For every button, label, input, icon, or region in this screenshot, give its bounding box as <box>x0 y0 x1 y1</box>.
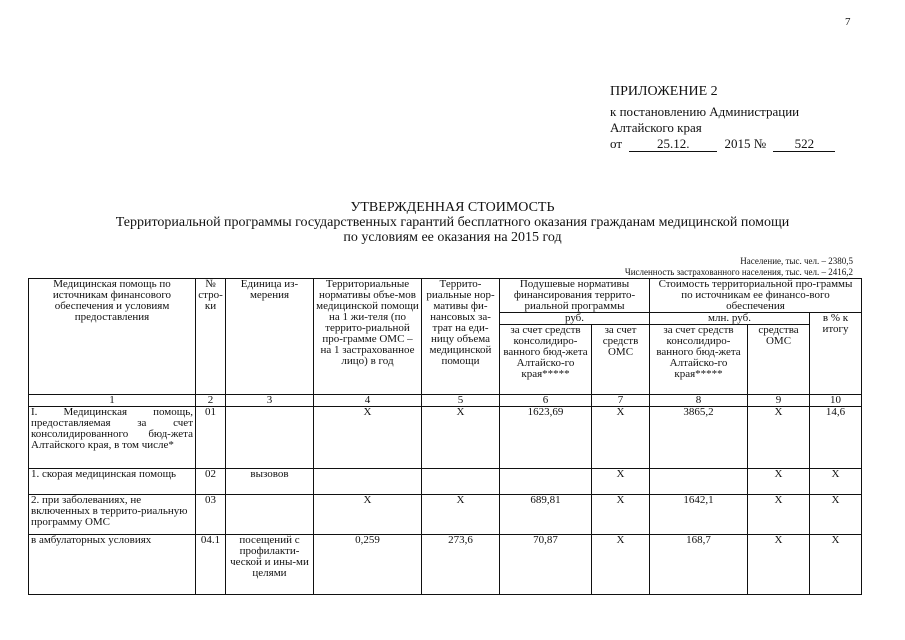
row-per-capita-oms: Х <box>592 495 650 535</box>
row-cost-oms: Х <box>748 535 810 595</box>
row-number: 01 <box>196 407 226 469</box>
header-mln-rub: млн. руб. <box>650 313 810 325</box>
row-volume-norm: Х <box>314 407 422 469</box>
row-unit: посещений с профилакти-ческой и ины-ми целями <box>226 535 314 595</box>
year-text: 2015 № <box>724 136 767 151</box>
page-bottom-cutoff <box>0 606 905 640</box>
row-unit <box>226 407 314 469</box>
row-per-capita-oms: Х <box>592 407 650 469</box>
appendix-line-1: к постановлению Администрации <box>610 104 800 119</box>
appendix-title: ПРИЛОЖЕНИЕ 2 <box>610 84 718 99</box>
header-row-number: № стро-ки <box>196 279 226 395</box>
row-unit <box>226 495 314 535</box>
row-percent: Х <box>810 469 862 495</box>
table-row <box>29 495 862 535</box>
header-per-capita: Подушевые нормативы финансирования террито-риальной программы <box>500 279 650 313</box>
row-number: 02 <box>196 469 226 495</box>
row-cost-budget: 1642,1 <box>650 495 748 535</box>
row-volume-norm <box>314 469 422 495</box>
row-cost-norm <box>422 469 500 495</box>
row-name: I. Медицинская помощь, предоставляемая за счет консолидированного бюд-жета Алтайского края, в том числе* <box>29 407 196 469</box>
header-regional-budget-rub: за счет средств консолидиро-ванного бюд-жета Алтайско-го края***** <box>500 325 592 395</box>
cost-table <box>28 278 862 595</box>
row-cost-budget <box>650 469 748 495</box>
insured-note: Численность застрахованного населения, тыс. чел. – 2416,2 <box>624 267 853 277</box>
header-cost-norms: Террито-риальные нор-мативы фи-нансовых за-трат на еди-ницу объема медицинской помощи <box>422 279 500 395</box>
column-number: 1 <box>29 395 196 407</box>
row-percent: 14,6 <box>810 407 862 469</box>
column-number: 10 <box>810 395 862 407</box>
header-rub: руб. <box>500 313 650 325</box>
title-line-3: по условиям ее оказания на 2015 год <box>343 230 562 245</box>
row-per-capita-oms: Х <box>592 469 650 495</box>
row-cost-norm: 273,6 <box>422 535 500 595</box>
row-number: 04.1 <box>196 535 226 595</box>
row-name: в амбулаторных условиях <box>29 535 196 595</box>
header-unit: Единица из-мерения <box>226 279 314 395</box>
appendix-block <box>610 84 835 152</box>
row-per-capita-budget <box>500 469 592 495</box>
title-line-1: УТВЕРЖДЕННАЯ СТОИМОСТЬ <box>350 200 555 215</box>
row-cost-budget: 168,7 <box>650 535 748 595</box>
row-number: 03 <box>196 495 226 535</box>
header-program-cost: Стоимость территориальной про-граммы по источникам ее финансо-вого обеспечения <box>650 279 862 313</box>
table-row <box>29 469 862 495</box>
row-percent: Х <box>810 535 862 595</box>
row-name: 2. при заболеваниях, не включенных в террито-риальную программу ОМС <box>29 495 196 535</box>
header-regional-budget-mln: за счет средств консолидиро-ванного бюд-жета Алтайско-го края***** <box>650 325 748 395</box>
from-label: от <box>610 136 623 151</box>
document-number: 522 <box>773 137 835 152</box>
row-volume-norm: Х <box>314 495 422 535</box>
column-number: 3 <box>226 395 314 407</box>
row-per-capita-budget: 1623,69 <box>500 407 592 469</box>
row-percent: Х <box>810 495 862 535</box>
row-cost-norm: Х <box>422 407 500 469</box>
date-value: 25.12. <box>629 137 717 152</box>
table-row <box>29 407 862 469</box>
column-number: 5 <box>422 395 500 407</box>
row-cost-oms: Х <box>748 469 810 495</box>
population-notes <box>625 256 853 278</box>
column-number-row <box>29 395 862 407</box>
header-volume-norms: Территориальные нормативы объе-мов медицинской помощи на 1 жи-теля (по террито-риальной про-грамме ОМС – на 1 застрахованное лицо) в год <box>314 279 422 395</box>
header-oms-mln: средства ОМС <box>748 325 810 395</box>
table-row <box>29 535 862 595</box>
column-number: 8 <box>650 395 748 407</box>
appendix-date-line <box>610 136 835 152</box>
row-cost-oms: Х <box>748 407 810 469</box>
row-per-capita-budget: 689,81 <box>500 495 592 535</box>
title-line-2: Территориальной программы государственных гарантий бесплатного оказания гражданам медицинской помощи <box>115 215 790 230</box>
column-number: 6 <box>500 395 592 407</box>
header-oms-rub: за счет средств ОМС <box>592 325 650 395</box>
column-number: 4 <box>314 395 422 407</box>
row-cost-oms: Х <box>748 495 810 535</box>
column-number: 2 <box>196 395 226 407</box>
row-cost-budget: 3865,2 <box>650 407 748 469</box>
document-title <box>0 200 905 245</box>
column-number: 7 <box>592 395 650 407</box>
row-name: 1. скорая медицинская помощь <box>29 469 196 495</box>
row-unit: вызовов <box>226 469 314 495</box>
row-volume-norm: 0,259 <box>314 535 422 595</box>
header-care-type: Медицинская помощь по источникам финансового обеспечения и условиям предоставления <box>29 279 196 395</box>
row-cost-norm: Х <box>422 495 500 535</box>
row-per-capita-oms: Х <box>592 535 650 595</box>
row-per-capita-budget: 70,87 <box>500 535 592 595</box>
appendix-line-2: Алтайского края <box>610 120 702 135</box>
population-note: Население, тыс. чел. – 2380,5 <box>740 256 853 266</box>
header-percent: в % к итогу <box>810 313 862 395</box>
page-number: 7 <box>845 16 851 28</box>
column-number: 9 <box>748 395 810 407</box>
